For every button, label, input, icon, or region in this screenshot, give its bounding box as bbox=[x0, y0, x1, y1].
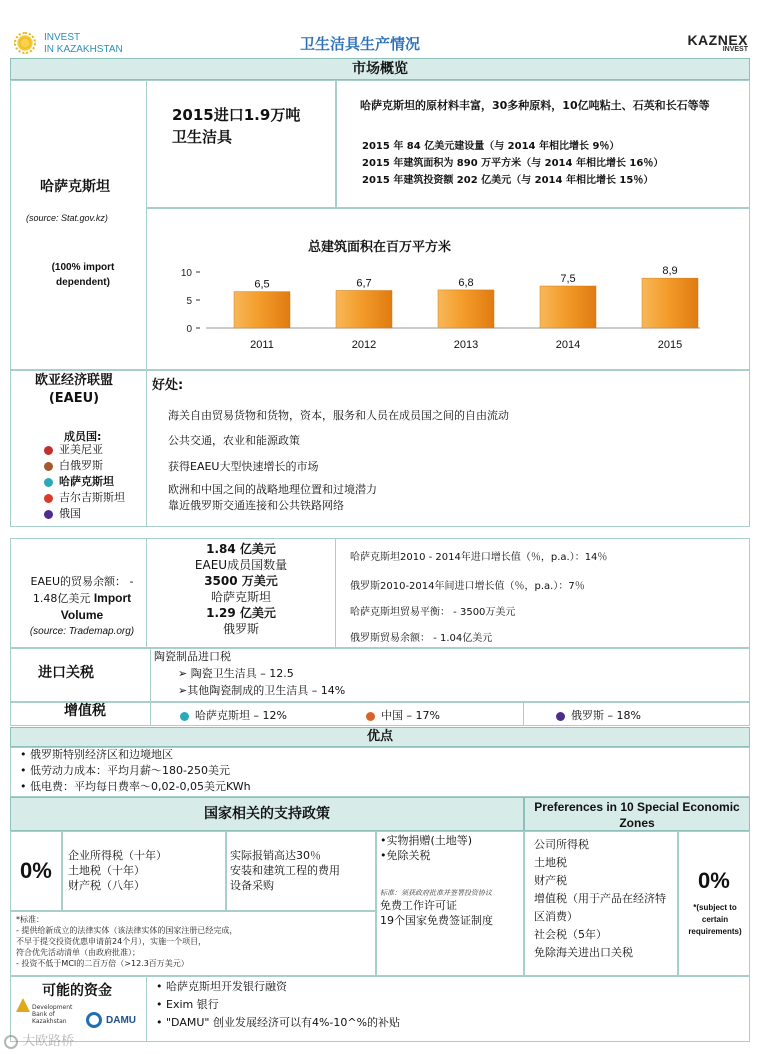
x-category-label: 2013 bbox=[453, 339, 479, 351]
funding-list bbox=[156, 978, 400, 1032]
trade-note: 俄罗斯2010-2014年间进口增长值（％，p.a.）：7％ bbox=[350, 581, 585, 592]
bar-2011 bbox=[234, 292, 290, 328]
benefit-item: 公共交通，农业和能源政策 bbox=[168, 434, 300, 447]
sez-item: 土地税 bbox=[534, 856, 567, 869]
bar-value-label: 8,9 bbox=[662, 265, 678, 278]
reimburse-item: 安装和建筑工程的费用 bbox=[230, 864, 340, 877]
russia-flag-icon bbox=[44, 510, 53, 519]
trade-balance-label: EAEU的贸易余额： - 1.48亿美元 bbox=[30, 575, 134, 605]
y-tick-label: 5 bbox=[186, 296, 192, 307]
damu-logo-text: DAMU bbox=[106, 1015, 136, 1026]
kz-import-label: 哈萨克斯坦 bbox=[210, 590, 271, 604]
grant-item: •实物捐赠(土地等) bbox=[380, 834, 473, 847]
bullet-icon: • bbox=[20, 764, 30, 777]
watermark-text: 大欧路桥 bbox=[22, 1034, 75, 1049]
eaeu-import-label: EAEU成员国数量 bbox=[194, 558, 288, 572]
sez-items bbox=[534, 836, 674, 962]
grants-items bbox=[380, 833, 472, 863]
stat-source: (source: Stat.gov.kz) bbox=[26, 213, 108, 223]
trade-note: 哈萨克斯坦2010 - 2014年进口增长值（％，p.a.）：14％ bbox=[350, 552, 608, 563]
tariff-item: ➢ 陶瓷卫生洁具 – 12.5 bbox=[178, 667, 294, 680]
bar-value-label: 6,8 bbox=[458, 276, 474, 289]
bar-value-label: 6,5 bbox=[254, 278, 270, 291]
trade-note: 俄罗斯贸易余额： - 1.04亿美元 bbox=[350, 633, 493, 644]
eaeu-import-value: 1.84 亿美元 bbox=[206, 542, 276, 556]
sez-item: 增值税（用于产品在经济特区消费） bbox=[534, 892, 666, 923]
vat-item-ru: 俄罗斯 – 18% bbox=[556, 707, 641, 723]
area-bar-chart bbox=[170, 256, 710, 356]
funding-item: • 哈萨克斯坦开发银行融资 bbox=[156, 980, 287, 993]
ru-import-value: 1.29 亿美元 bbox=[206, 606, 276, 620]
member-kyrgyzstan: 吉尔吉斯斯坦 bbox=[44, 490, 125, 506]
bullet-icon: • bbox=[156, 980, 166, 993]
benefit-item: 欧洲和中国之间的战略地理位置和过境潜力 bbox=[168, 483, 377, 496]
bar-2015 bbox=[642, 278, 698, 328]
damu-emblem-icon bbox=[86, 1012, 102, 1028]
stat-construction-area: 2015 年建筑面积为 890 万平方米（与 2014 年相比增长 16％） bbox=[362, 158, 664, 169]
y-tick-label: 0 bbox=[186, 324, 192, 335]
kaznex-logo bbox=[668, 32, 748, 53]
member-armenia: 亚美尼亚 bbox=[44, 442, 125, 458]
member-russia: 俄国 bbox=[44, 506, 125, 522]
tax-item: 企业所得税（十年） bbox=[68, 849, 167, 862]
kz-import-value: 3500 万美元 bbox=[204, 574, 278, 588]
criteria-line: - 投资不低于MCI的二百万倍（>12.3百万美元） bbox=[16, 959, 189, 968]
sun-icon bbox=[14, 32, 36, 54]
page-title: 卫生洁具生产情况 bbox=[300, 35, 421, 53]
bullet-icon: • bbox=[20, 748, 30, 761]
policy-title: 国家相关的支持政策 bbox=[10, 797, 524, 831]
import-volume-label: Import Volume bbox=[60, 591, 132, 622]
bullet-icon: • bbox=[156, 1016, 166, 1029]
tax-item: 财产税（八年） bbox=[68, 879, 145, 892]
stat-construction-investment: 2015 年建筑投资额 202 亿美元（与 2014 年相比增长 15％） bbox=[362, 175, 654, 186]
eaeu-members-list bbox=[44, 442, 125, 522]
vat-label: 增值税 bbox=[64, 703, 106, 719]
eaeu-members-label: 成员国: bbox=[64, 430, 102, 443]
trade-figures bbox=[150, 541, 332, 637]
zero-percent-right: 0% bbox=[698, 868, 730, 893]
zero-percent-left: 0% bbox=[20, 858, 52, 883]
tariff-item: ➢其他陶瓷制成的卫生洁具 – 14% bbox=[178, 684, 346, 697]
trade-note: 哈萨克斯坦贸易平衡： - 3500万美元 bbox=[350, 607, 516, 618]
advantage-item: • 低电费：平均每日费率～0,02-0,05美元KWh bbox=[20, 780, 251, 793]
bullet-icon: • bbox=[156, 998, 166, 1011]
x-category-label: 2014 bbox=[555, 339, 581, 351]
watermark bbox=[4, 1030, 74, 1049]
vat-item-kz: 哈萨克斯坦 – 12% bbox=[180, 707, 287, 723]
benefit-item: 靠近俄罗斯交通连接和公共铁路网络 bbox=[168, 499, 344, 512]
kaznex-logo-main: KAZNEX bbox=[687, 32, 748, 48]
criteria-line: - 提供给新成立的法律实体（该法律实体的国家注册已经完成， bbox=[16, 926, 238, 935]
member-kazakhstan: 哈萨克斯坦 bbox=[44, 474, 125, 490]
funding-item: • Exim 银行 bbox=[156, 998, 219, 1011]
x-category-label: 2015 bbox=[657, 339, 683, 351]
invest-kz-logo bbox=[14, 30, 144, 58]
bar-value-label: 6,7 bbox=[356, 277, 372, 290]
armenia-flag-icon bbox=[44, 446, 53, 455]
raw-materials-text: 哈萨克斯坦的原材料丰富，30多种原料，10亿吨粘土、石英和长石等等 bbox=[360, 99, 710, 112]
logo-text-line1: INVEST bbox=[44, 32, 81, 43]
tariffs-header: 陶瓷制品进口税 bbox=[154, 650, 231, 663]
belarus-flag-icon bbox=[44, 462, 53, 471]
tariffs-detail bbox=[154, 648, 345, 699]
bank-logo-text: Development Bank of Kazakhstan bbox=[32, 1004, 73, 1025]
sez-item: 社会税（5年） bbox=[534, 928, 607, 941]
visa-regime: 19个国家免费签证制度 bbox=[380, 914, 493, 927]
bar-2012 bbox=[336, 290, 392, 328]
advantages-title: 优点 bbox=[10, 727, 750, 747]
criteria-line: 不早于提交投资优惠申请前24个月），实施一个项目， bbox=[16, 937, 207, 946]
kyrgyzstan-flag-icon bbox=[44, 494, 53, 503]
import-dependence: (100% import dependent) bbox=[51, 262, 115, 288]
trade-source: (source: Trademap.org) bbox=[29, 626, 135, 637]
bullet-icon: • bbox=[20, 780, 30, 793]
criteria-line: 符合优先活动清单（由政府批准）； bbox=[16, 948, 140, 957]
benefit-item: 获得EAEU大型快速增长的市场 bbox=[168, 460, 319, 473]
reimburse-items bbox=[230, 848, 340, 893]
sez-item: 公司所得税 bbox=[534, 838, 589, 851]
ru-import-label: 俄罗斯 bbox=[222, 622, 259, 636]
advantage-item: • 俄罗斯特别经济区和边境地区 bbox=[20, 748, 173, 761]
vat-item-cn: 中国 – 17% bbox=[366, 707, 440, 723]
tax-item: 土地税（十年） bbox=[68, 864, 145, 877]
kazakhstan-flag-icon bbox=[180, 712, 189, 721]
tax-items bbox=[68, 848, 167, 893]
kazakhstan-flag-icon bbox=[44, 478, 53, 487]
x-category-label: 2012 bbox=[351, 339, 377, 351]
arrow-icon: ➢ bbox=[178, 667, 191, 680]
benefit-item: 海关自由贸易货物和货物，资本，服务和人员在成员国之间的自由流动 bbox=[168, 409, 509, 422]
sez-item: 免除海关进出口关税 bbox=[534, 946, 633, 959]
arrow-icon: ➢ bbox=[178, 684, 188, 697]
trade-balance bbox=[18, 574, 146, 640]
member-belarus: 白俄罗斯 bbox=[44, 458, 125, 474]
chart-title: 总建筑面积在百万平方米 bbox=[308, 240, 452, 255]
x-category-label: 2011 bbox=[250, 339, 274, 351]
benefits-label: 好处: bbox=[152, 378, 184, 393]
watermark-icon bbox=[4, 1035, 18, 1049]
advantages-list bbox=[20, 747, 251, 795]
country-label: 哈萨克斯坦 bbox=[40, 179, 110, 195]
stat-construction-volume: 2015 年 84 亿美元建设量（与 2014 年相比增长 9％） bbox=[362, 141, 620, 152]
grant-item: •免除关税 bbox=[380, 849, 431, 862]
eaeu-title: 欧亚经济联盟(EAEU) bbox=[34, 373, 113, 406]
tariffs-label: 进口关税 bbox=[38, 665, 94, 681]
kaznex-logo-sub: INVEST bbox=[722, 46, 748, 53]
russia-flag-icon bbox=[556, 712, 565, 721]
sez-title: Preferences in 10 Special Economic Zones bbox=[524, 797, 750, 831]
logo-text-line2: IN KAZAKHSTAN bbox=[44, 44, 123, 55]
criteria bbox=[16, 914, 237, 969]
funding-label: 可能的资金 bbox=[42, 983, 112, 999]
reimburse-item: 实际报销高达30％ bbox=[230, 849, 321, 862]
import-volume-text: 2015进口1.9万吨卫生洁具 bbox=[172, 106, 301, 146]
china-flag-icon bbox=[366, 712, 375, 721]
market-overview-title: 市场概览 bbox=[10, 58, 750, 80]
grants-note: 标准：须获政府批准并签署投资协议 bbox=[380, 889, 492, 897]
reimburse-item: 设备采购 bbox=[230, 879, 274, 892]
sez-item: 财产税 bbox=[534, 874, 567, 887]
work-permit: 免费工作许可证 bbox=[380, 899, 457, 912]
y-tick-label: 10 bbox=[180, 268, 192, 279]
market-stats-list bbox=[362, 138, 663, 189]
bar-2013 bbox=[438, 290, 494, 328]
grants-extra bbox=[380, 898, 493, 928]
bar-value-label: 7,5 bbox=[560, 273, 576, 285]
bar-2014 bbox=[540, 286, 596, 328]
funding-item: • "DAMU" 创业发展经济可以有4%-10^%的补贴 bbox=[156, 1016, 401, 1029]
advantage-item: • 低劳动力成本：平均月薪～180-250美元 bbox=[20, 764, 230, 777]
criteria-title: *标准： bbox=[16, 915, 44, 924]
sez-requirements-note: *(subject to certain requirements) bbox=[688, 903, 742, 936]
